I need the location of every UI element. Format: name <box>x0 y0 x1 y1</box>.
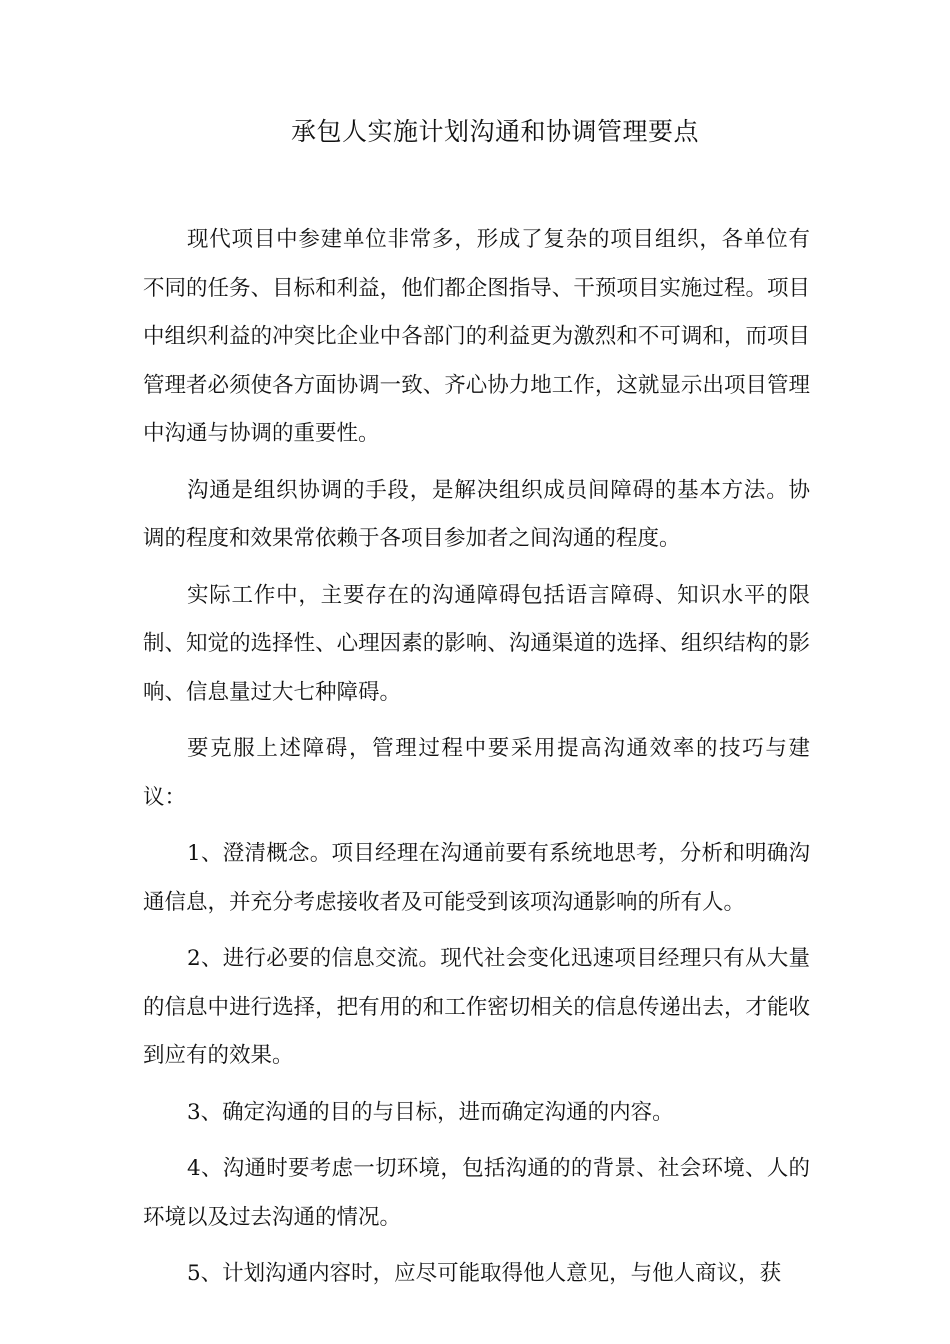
document-title: 承包人实施计划沟通和协调管理要点 <box>290 117 699 146</box>
list-item-5: 5、计划沟通内容时，应尽可能取得他人意见，与他人商议，获 <box>187 1261 782 1286</box>
paragraph-communication-role: 沟通是组织协调的手段，是解决组织成员间障碍的基本方法。协调的程度和效果常依赖于各项目参加者之间沟通的程度。 <box>143 477 810 551</box>
list-item-3: 3、确定沟通的目的与目标，进而确定沟通的内容。 <box>187 1099 674 1125</box>
document-body <box>143 216 810 1307</box>
paragraph-barriers: 实际工作中，主要存在的沟通障碍包括语言障碍、知识水平的限制、知觉的选择性、心理因素的影响、沟通渠道的选择、组织结构的影响、信息量过大七种障碍。 <box>143 582 810 705</box>
list-item-1: 1、澄清概念。项目经理在沟通前要有系统地思考，分析和明确沟通信息，并充分考虑接收者及可能受到该项沟通影响的所有人。 <box>143 841 810 915</box>
list-item-4: 4、沟通时要考虑一切环境，包括沟通的的背景、社会环境、人的环境以及过去沟通的情况。 <box>143 1156 810 1230</box>
list-item-2: 2、进行必要的信息交流。现代社会变化迅速项目经理只有从大量的信息中进行选择，把有用的和工作密切相关的信息传递出去，才能收到应有的效果。 <box>143 946 810 1068</box>
paragraph-suggestions-intro: 要克服上述障碍，管理过程中要采用提高沟通效率的技巧与建议： <box>143 736 810 810</box>
paragraph-intro: 现代项目中参建单位非常多，形成了复杂的项目组织，各单位有不同的任务、目标和利益，他们都企图指导、干预项目实施过程。项目中组织利益的冲突比企业中各部门的利益更为激烈和不可调和，而项目管理者必须使各方面协调一致、齐心协力地工作，这就显示出项目管理中沟通与协调的重要性。 <box>143 227 810 446</box>
